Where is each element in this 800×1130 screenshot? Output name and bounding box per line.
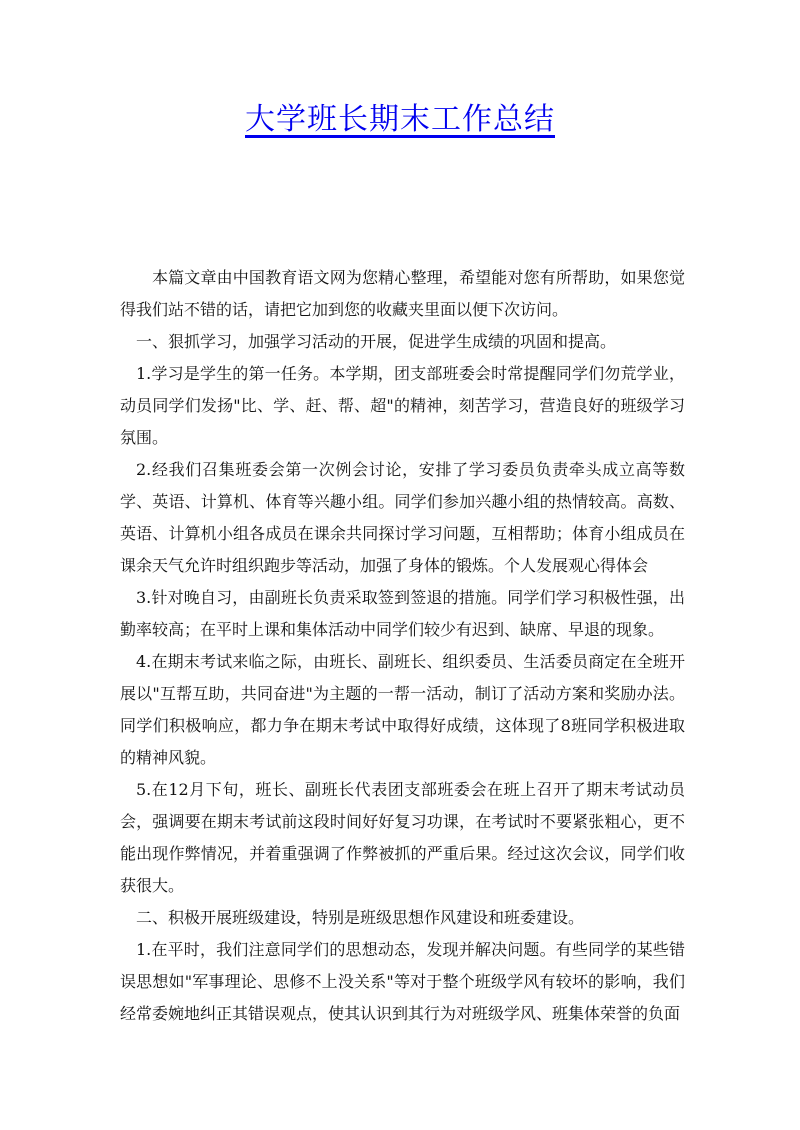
paragraph-item-3: 3.针对晚自习，由副班长负责采取签到签退的措施。同学们学习积极性强，出勤率较高；在平时上课和集体活动中同学们较少有迟到、缺席、早退的现象。	[120, 588, 685, 639]
paragraph-item-5: 5.在12月下旬，班长、副班长代表团支部班委会在班上召开了期末考试动员会，强调要在期末考试前这段时间好好复习功课，在考试时不要紧张粗心，更不能出现作弊情况，并着重强调了作弊被抓的严重后果。经过这次会议，同学们收获很大。	[120, 780, 685, 895]
paragraph-item-6: 1.在平时，我们注意同学们的思想动态，发现并解决问题。有些同学的某些错误思想如"军事理论、思修不上没关系"等对于整个班级学风有较坏的影响，我们经常委婉地纠正其错误观点，使其认识到其行为对班级学风、班集体荣誉的负面	[120, 940, 685, 1023]
section-heading-2: 二、积极开展班级建设，特别是班级思想作风建设和班委建设。	[136, 908, 585, 927]
intro-paragraph: 本篇文章由中国教育语文网为您精心整理，希望能对您有所帮助，如果您觉得我们站不错的话，请把它加到您的收藏夹里面以便下次访问。	[120, 268, 685, 319]
section-heading-1: 一、狠抓学习，加强学习活动的开展，促进学生成绩的巩固和提高。	[136, 332, 617, 351]
document-body	[120, 262, 685, 1030]
document-title[interactable]: 大学班长期末工作总结	[245, 102, 555, 137]
paragraph-item-1: 1.学习是学生的第一任务。本学期，团支部班委会时常提醒同学们勿荒学业，动员同学们发扬"比、学、赶、帮、超"的精神，刻苦学习，营造良好的班级学习氛围。	[120, 364, 685, 447]
paragraph-item-4: 4.在期末考试来临之际，由班长、副班长、组织委员、生活委员商定在全班开展以"互帮互助，共同奋进"为主题的一帮一活动，制订了活动方案和奖励办法。同学们积极响应，都力争在期末考试中取得好成绩，这体现了8班同学积极进取的精神风貌。	[120, 652, 685, 767]
paragraph-item-2: 2.经我们召集班委会第一次例会讨论，安排了学习委员负责牵头成立高等数学、英语、计算机、体育等兴趣小组。同学们参加兴趣小组的热情较高。高数、英语、计算机小组各成员在课余共同探讨学习问题，互相帮助；体育小组成员在课余天气允许时组织跑步等活动，加强了身体的锻炼。个人发展观心得体会	[120, 460, 685, 575]
